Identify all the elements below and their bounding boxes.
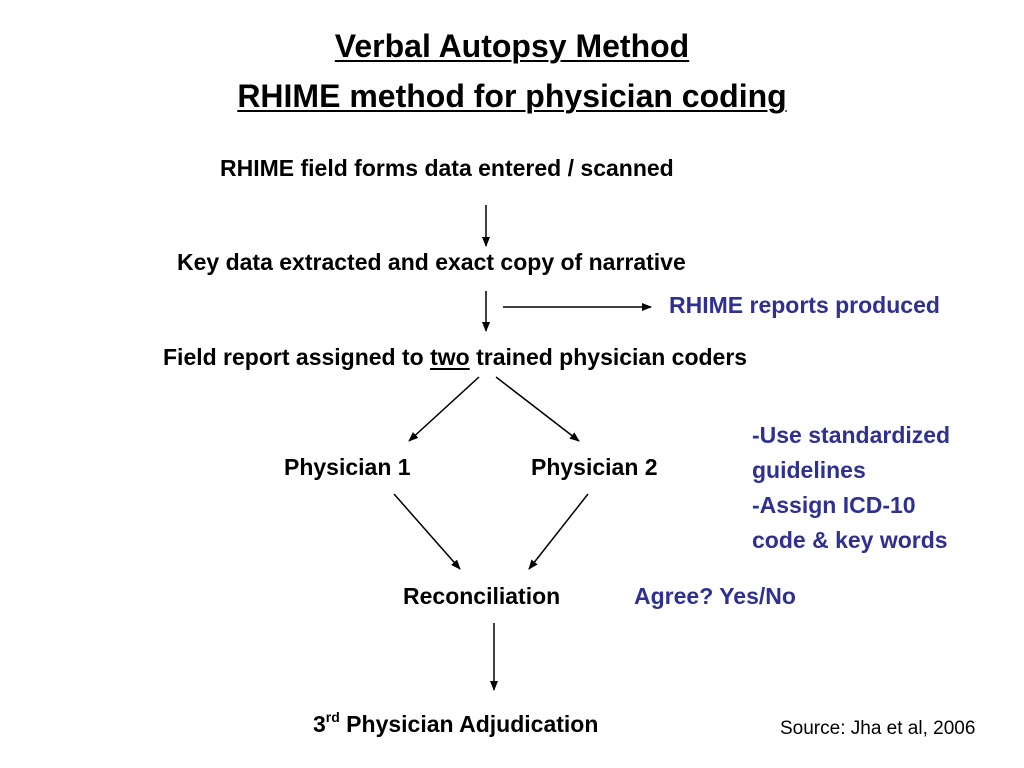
arrow-assign-to-physician-1 [409, 377, 479, 441]
arrow-physician-1-to-reconciliation [394, 494, 460, 569]
title-line-2: RHIME method for physician coding [237, 78, 787, 114]
adjudication-label: Physician Adjudication [339, 711, 599, 737]
adjudication-ordinal: rd [325, 709, 340, 725]
step-field-forms: RHIME field forms data entered / scanned [220, 155, 674, 181]
arrow-assign-to-physician-2 [496, 377, 579, 441]
arrow-physician-2-to-reconciliation [529, 494, 588, 569]
source-citation: Source: Jha et al, 2006 [780, 718, 976, 739]
guidelines-line: guidelines [752, 457, 866, 483]
guidelines-line: code & key words [752, 527, 948, 553]
step-field-report-text-end: trained physician coders [469, 344, 748, 370]
reconciliation: Reconciliation [403, 583, 561, 609]
title-line-1: Verbal Autopsy Method [334, 28, 690, 64]
guidelines-line: -Assign ICD-10 [752, 492, 916, 518]
step-field-report-text-start: Field report assigned to [163, 344, 431, 370]
physician-1: Physician 1 [284, 454, 411, 480]
step-field-report-emphasis: two [430, 344, 470, 370]
step-key-data-extracted: Key data extracted and exact copy of narrative [177, 249, 686, 275]
guidelines-line: -Use standardized [752, 422, 951, 448]
agree-yes-no: Agree? Yes/No [634, 583, 796, 609]
physician-2: Physician 2 [531, 454, 658, 480]
rhime-reports-produced: RHIME reports produced [669, 292, 940, 318]
adjudication-number: 3 [313, 711, 326, 737]
